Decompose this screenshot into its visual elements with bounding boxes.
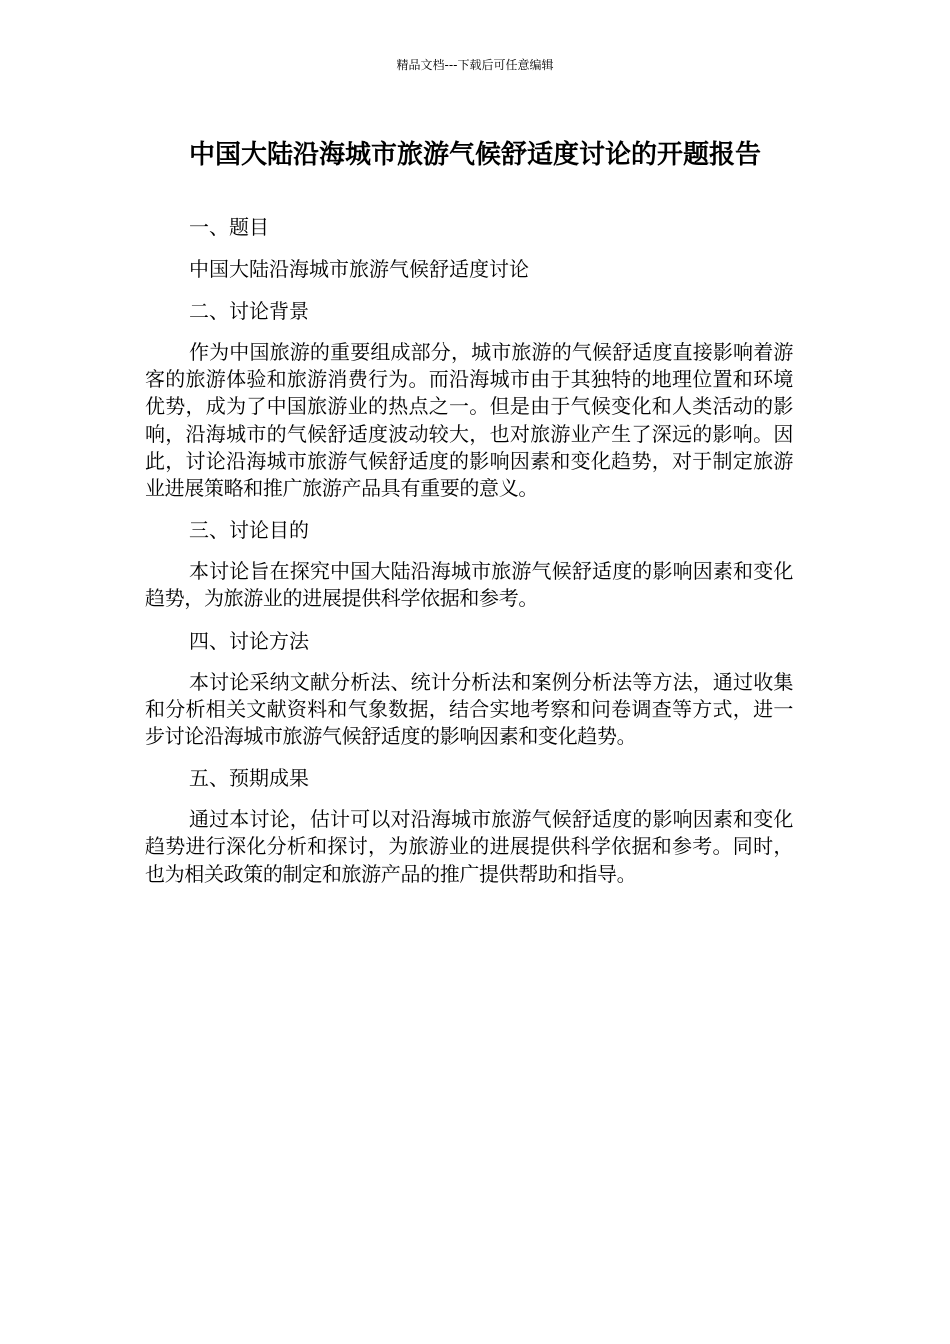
document-body (145, 213, 793, 902)
section-body-topic: 中国大陆沿海城市旅游气候舒适度讨论 (189, 257, 529, 281)
document-title: 中国大陆沿海城市旅游气候舒适度讨论的开题报告 (188, 140, 761, 170)
section-body-purpose: 本讨论旨在探究中国大陆沿海城市旅游气候舒适度的影响因素和变化趋势，为旅游业的进展提供科学依据和参考。 (145, 559, 793, 611)
section-heading-purpose: 三、讨论目的 (189, 518, 309, 543)
section-heading-expected-results: 五、预期成果 (189, 766, 309, 791)
page-header-watermark: 精品文档---下载后可任意编辑 (396, 58, 554, 72)
section-body-background: 作为中国旅游的重要组成部分，城市旅游的气候舒适度直接影响着游客的旅游体验和旅游消费行为。而沿海城市由于其独特的地理位置和环境优势，成为了中国旅游业的热点之一。但是由于气候变化和人类活动的影响，沿海城市的气候舒适度波动较大，也对旅游业产生了深远的影响。因此，讨论沿海城市旅游气候舒适度的影响因素和变化趋势，对于制定旅游业进展策略和推广旅游产品具有重要的意义。 (145, 340, 793, 501)
section-body-method: 本讨论采纳文献分析法、统计分析法和案例分析法等方法，通过收集和分析相关文献资料和气象数据，结合实地考察和问卷调查等方式，进一步讨论沿海城市旅游气候舒适度的影响因素和变化趋势。 (145, 669, 793, 749)
section-body-expected-results: 通过本讨论，估计可以对沿海城市旅游气候舒适度的影响因素和变化趋势进行深化分析和探讨，为旅游业的进展提供科学依据和参考。同时，也为相关政策的制定和旅游产品的推广提供帮助和指导。 (145, 807, 793, 886)
section-heading-topic: 一、题目 (189, 215, 269, 239)
section-heading-method: 四、讨论方法 (189, 628, 309, 653)
section-heading-background: 二、讨论背景 (189, 299, 309, 323)
